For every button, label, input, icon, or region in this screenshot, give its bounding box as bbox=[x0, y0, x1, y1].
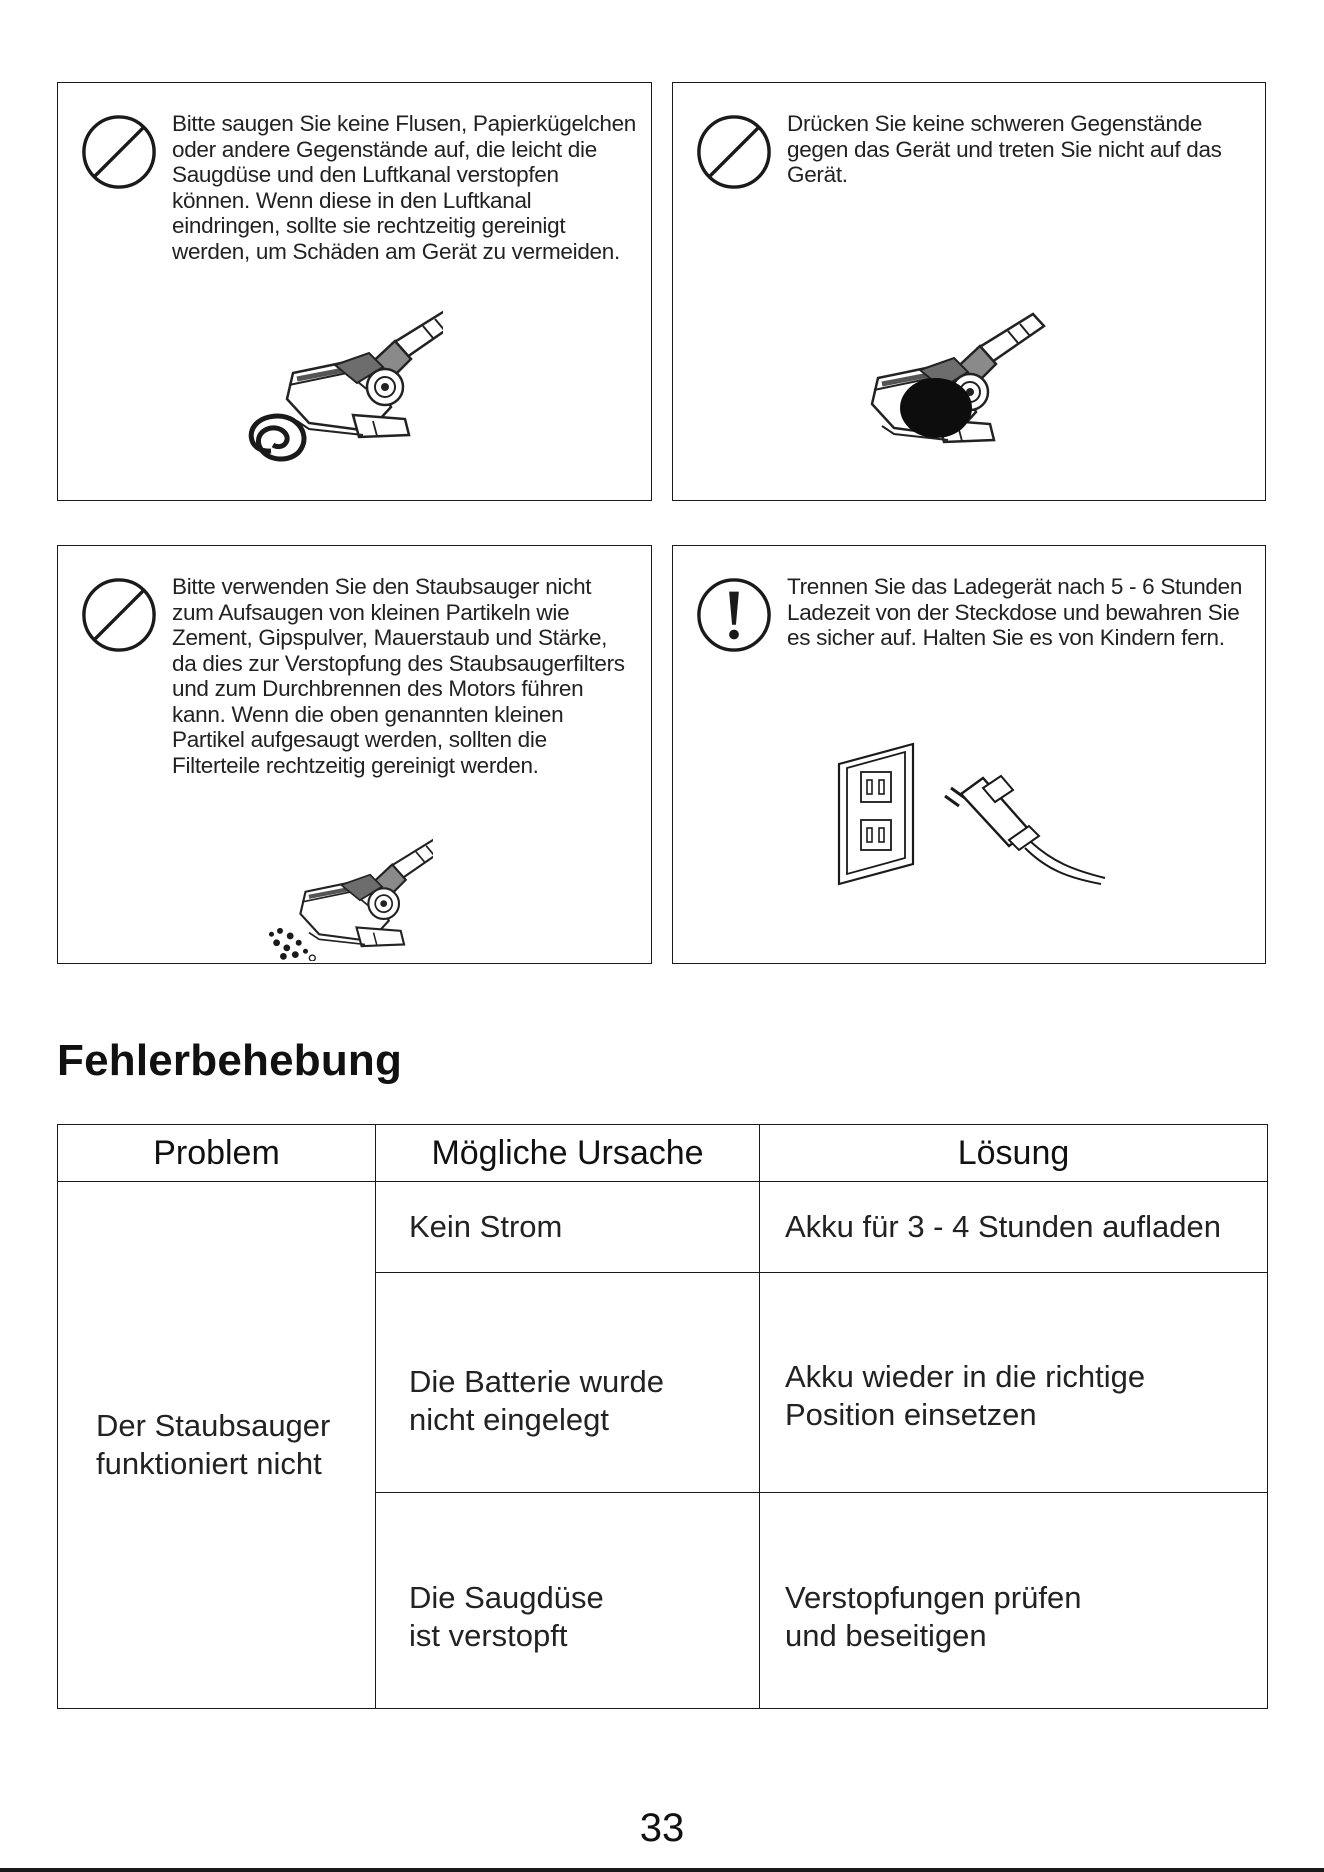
solution-cell: Verstopfungen prüfen und beseitigen bbox=[760, 1493, 1268, 1709]
bottom-rule bbox=[0, 1868, 1324, 1872]
safety-panel-fine-particles bbox=[57, 545, 652, 964]
wall-socket-and-plug-icon bbox=[833, 736, 1113, 886]
solution-cell: Akku wieder in die richtige Position einsetzen bbox=[760, 1273, 1268, 1493]
page-number: 33 bbox=[639, 1806, 685, 1850]
panel-text: Trennen Sie das Ladegerät nach 5 - 6 Stunden Ladezeit von der Steckdose und bewahren Sie es sicher auf. Halten Sie es von Kindern fern. bbox=[787, 574, 1243, 650]
vacuum-nozzle-with-particles-icon bbox=[263, 831, 433, 961]
cause-cell: Die Saugdüse ist verstopft bbox=[376, 1493, 760, 1709]
prohibition-icon bbox=[695, 113, 773, 191]
safety-panel-charger bbox=[672, 545, 1266, 964]
table-row bbox=[58, 1182, 1268, 1273]
column-header-cause: Mögliche Ursache bbox=[376, 1125, 760, 1182]
cause-cell: Die Batterie wurde nicht eingelegt bbox=[376, 1273, 760, 1493]
table-header-row bbox=[58, 1125, 1268, 1182]
prohibition-icon bbox=[80, 576, 158, 654]
prohibition-icon bbox=[80, 113, 158, 191]
panel-text: Bitte saugen Sie keine Flusen, Papierkügelchen oder andere Gegenstände auf, die leicht die Saugdüse und den Luftkanal verstopfen können. Wenn diese in den Luftkanal eindringen, sollte sie rechtzeitig gereinigt werden, um Schäden am Gerät zu vermeiden. bbox=[172, 111, 637, 264]
warning-exclamation-icon bbox=[695, 576, 773, 654]
column-header-problem: Problem bbox=[58, 1125, 376, 1182]
troubleshooting-table bbox=[57, 1124, 1268, 1709]
solution-cell: Akku für 3 - 4 Stunden aufladen bbox=[760, 1182, 1268, 1273]
section-title: Fehlerbehebung bbox=[57, 1036, 403, 1085]
panel-text: Drücken Sie keine schweren Gegenstände gegen das Gerät und treten Sie nicht auf das Gerät. bbox=[787, 111, 1222, 187]
problem-cell: Der Staubsauger funktioniert nicht bbox=[58, 1182, 376, 1709]
cause-cell: Kein Strom bbox=[376, 1182, 760, 1273]
vacuum-nozzle-with-lint-icon bbox=[243, 303, 443, 473]
vacuum-nozzle-with-heavy-object-icon bbox=[858, 308, 1058, 478]
panel-text: Bitte verwenden Sie den Staubsauger nicht zum Aufsaugen von kleinen Partikeln wie Zement, Gipspulver, Mauerstaub und Stärke, da dies zur Verstopfung des Staubsaugerfilters und zum Durchbrennen des Motors führen kann. Wenn die oben genannten kleinen Partikel aufgesaugt werden, sollten die Filterteile rechtzeitig gereinigt werden. bbox=[172, 574, 625, 778]
safety-panel-heavy-objects bbox=[672, 82, 1266, 501]
column-header-solution: Lösung bbox=[760, 1125, 1268, 1182]
safety-panel-lint bbox=[57, 82, 652, 501]
